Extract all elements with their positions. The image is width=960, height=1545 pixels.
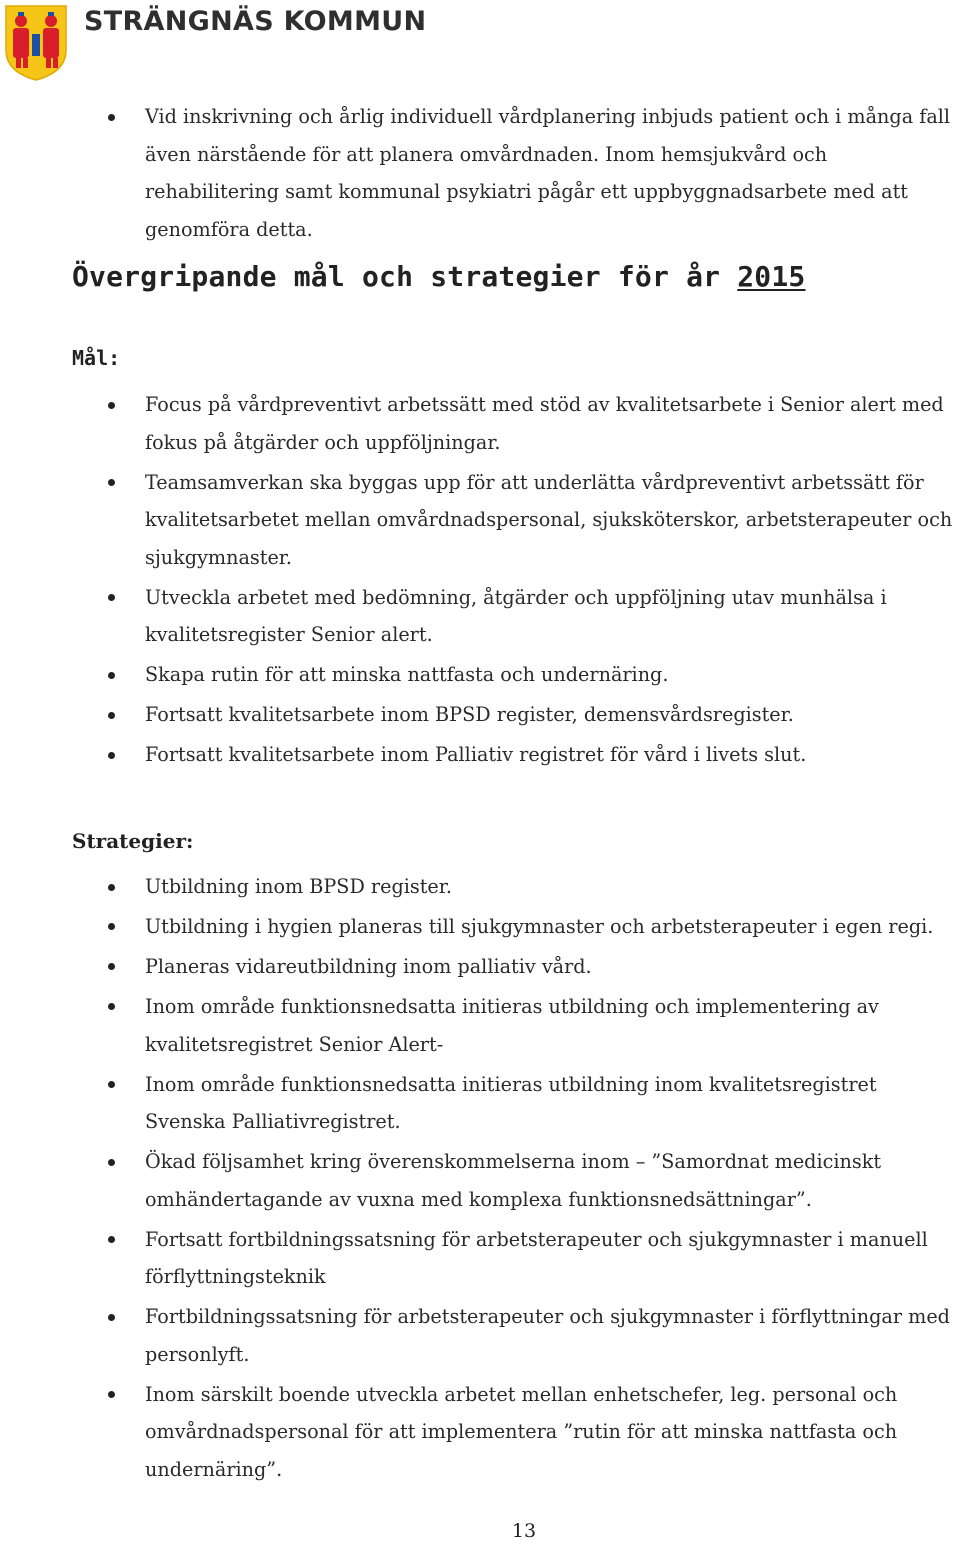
page-header bbox=[0, 0, 960, 86]
bullet-icon bbox=[108, 1314, 115, 1321]
list-item-text: Ökad följsamhet kring överenskommelserna inom – ”Samordnat medicinskt omhändertagande av vuxna med komplexa funktionsnedsättningar”. bbox=[145, 1150, 882, 1211]
list-item bbox=[0, 1298, 960, 1373]
bullet-icon bbox=[108, 1081, 115, 1088]
goals-heading: Mål: bbox=[72, 346, 121, 370]
bullet-icon bbox=[108, 1236, 115, 1243]
list-item bbox=[0, 908, 960, 946]
section-title bbox=[72, 260, 805, 293]
list-item-text: Vid inskrivning och årlig individuell vårdplanering inbjuds patient och i många fall även närstående för att planera omvårdnaden. Inom hemsjukvård och rehabilitering samt kommunal psykiatri pågår ett uppbyggnadsarbete med att genomföra detta. bbox=[145, 105, 951, 241]
page-number: 13 bbox=[511, 1520, 537, 1542]
bullet-icon bbox=[108, 884, 115, 891]
list-item bbox=[0, 579, 960, 654]
coat-of-arms-icon bbox=[4, 4, 68, 82]
list-item-text: Fortbildningssatsning för arbetsterapeuter och sjukgymnaster i förflyttningar med personlyft. bbox=[145, 1305, 950, 1366]
bullet-icon bbox=[108, 402, 115, 409]
list-item bbox=[0, 464, 960, 577]
list-item-text: Inom särskilt boende utveckla arbetet mellan enhetschefer, leg. personal och omvårdnadspersonal för att implementera ”rutin för att minska nattfasta och undernäring”. bbox=[145, 1382, 898, 1482]
list-item bbox=[0, 868, 960, 906]
section-title-text: Övergripande mål och strategier för år bbox=[72, 260, 721, 293]
list-item bbox=[0, 1143, 960, 1218]
intro-list bbox=[0, 98, 960, 248]
list-item bbox=[0, 988, 960, 1063]
bullet-icon bbox=[108, 923, 115, 930]
bullet-icon bbox=[108, 712, 115, 719]
bullet-icon bbox=[108, 752, 115, 759]
strategies-list bbox=[0, 868, 960, 1489]
list-item-text: Utveckla arbetet med bedömning, åtgärder och uppföljning utav munhälsa i kvalitetsregister Senior alert. bbox=[145, 585, 887, 647]
bullet-icon bbox=[108, 672, 115, 679]
strategies-heading: Strategier: bbox=[72, 829, 194, 853]
list-item bbox=[0, 386, 960, 461]
list-item bbox=[0, 98, 960, 248]
list-item-text: Fortsatt fortbildningssatsning för arbetsterapeuter och sjukgymnaster i manuell förflyttningsteknik bbox=[145, 1227, 928, 1289]
list-item-text: Utbildning inom BPSD register. bbox=[145, 875, 452, 898]
list-item bbox=[0, 736, 960, 774]
bullet-icon bbox=[108, 114, 115, 121]
list-item bbox=[0, 1376, 960, 1489]
list-item bbox=[0, 948, 960, 986]
bullet-icon bbox=[108, 1159, 115, 1166]
bullet-icon bbox=[108, 594, 115, 601]
list-item-text: Focus på vårdpreventivt arbetssätt med stöd av kvalitetsarbete i Senior alert med fokus på åtgärder och uppföljningar. bbox=[145, 393, 944, 454]
list-item-text: Fortsatt kvalitetsarbete inom BPSD register, demensvårdsregister. bbox=[145, 703, 794, 727]
section-title-year: 2015 bbox=[737, 260, 806, 293]
list-item bbox=[0, 696, 960, 734]
list-item-text: Utbildning i hygien planeras till sjukgymnaster och arbetsterapeuter i egen regi. bbox=[145, 914, 934, 938]
list-item-text: Inom område funktionsnedsatta initieras utbildning och implementering av kvalitetsregistret Senior Alert- bbox=[145, 994, 879, 1056]
list-item-text: Fortsatt kvalitetsarbete inom Palliativ registret för vård i livets slut. bbox=[145, 743, 807, 767]
goals-list bbox=[0, 386, 960, 774]
list-item bbox=[0, 1066, 960, 1141]
list-item bbox=[0, 656, 960, 694]
bullet-icon bbox=[108, 1391, 115, 1398]
bullet-icon bbox=[108, 479, 115, 486]
list-item-text: Planeras vidareutbildning inom palliativ vård. bbox=[145, 954, 592, 978]
municipality-name: STRÄNGNÄS KOMMUN bbox=[84, 6, 427, 37]
list-item bbox=[0, 1221, 960, 1296]
bullet-icon bbox=[108, 1003, 115, 1010]
list-item-text: Teamsamverkan ska byggas upp för att underlätta vårdpreventivt arbetssätt för kvalitetsarbetet mellan omvårdnadspersonal, sjuksköterskor, arbetsterapeuter och sjukgymnaster. bbox=[145, 470, 953, 569]
bullet-icon bbox=[108, 963, 115, 970]
list-item-text: Inom område funktionsnedsatta initieras utbildning inom kvalitetsregistret Svenska Palliativregistret. bbox=[145, 1072, 877, 1134]
list-item-text: Skapa rutin för att minska nattfasta och undernäring. bbox=[145, 663, 669, 687]
